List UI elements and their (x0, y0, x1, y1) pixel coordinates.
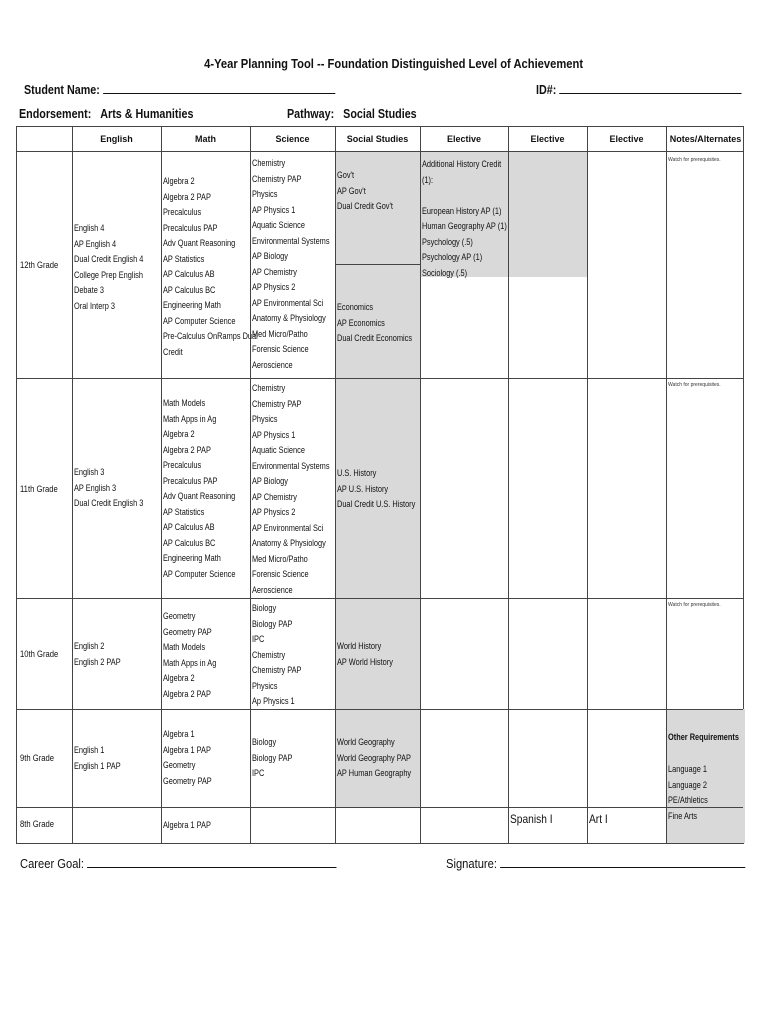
id-label: ID#: (536, 83, 557, 97)
course-item: AP Environmental Sci (252, 297, 324, 308)
grade-8-elective-3: Art I (589, 812, 608, 826)
course-item: Forensic Science (252, 569, 309, 579)
career-goal-line (87, 856, 336, 868)
signature-line (500, 856, 745, 868)
grade-10-label: 10th Grade (20, 649, 59, 659)
course-item: Biology PAP (252, 752, 293, 763)
course-item: Pre-Calculus OnRamps Dual (163, 331, 258, 341)
course-item: Sociology (.5) (422, 267, 468, 278)
course-item: World Geography (337, 737, 395, 747)
id-line (559, 82, 741, 94)
course-item: Chemistry PAP (252, 665, 302, 675)
course-item: English 3 (74, 467, 105, 477)
student-name-label: Student Name: (24, 83, 100, 97)
course-item: AP Calculus AB (163, 522, 215, 532)
course-item: Oral Interp 3 (74, 300, 116, 311)
course-item: Adv Quant Reasoning (163, 238, 236, 248)
course-item: Chemistry PAP (252, 398, 302, 409)
course-item: World Geography PAP (337, 752, 411, 763)
course-item: Math Models (163, 642, 206, 652)
id-field[interactable] (536, 82, 742, 97)
grade-11-label: 11th Grade (20, 484, 58, 494)
course-item: Algebra 1 PAP (163, 744, 211, 755)
course-item: Chemistry (252, 649, 286, 660)
grade-12-social-gov (337, 168, 405, 215)
course-item: Dual Credit Gov't (337, 201, 393, 211)
endorsement-value: Arts & Humanities (100, 107, 194, 121)
course-item: Dual Credit English 4 (74, 254, 144, 264)
course-item: U.S. History (337, 468, 377, 478)
course-item: AP Human Geography (337, 768, 412, 778)
grade-9-label: 9th Grade (20, 753, 55, 763)
course-item: Dual Credit Economics (337, 333, 413, 343)
course-item: AP Biology (252, 476, 288, 486)
grade-11-notes: Watch for prerequisites. (668, 382, 721, 388)
course-item: AP Calculus BC (163, 284, 216, 295)
course-item: Aquatic Science (252, 445, 305, 455)
grade-10-notes: Watch for prerequisites. (668, 602, 721, 608)
grade-10-social (337, 639, 405, 670)
course-item: Fine Arts (668, 810, 698, 821)
signature-field[interactable] (446, 856, 745, 871)
career-goal-field[interactable] (20, 856, 337, 871)
course-item: Algebra 2 (163, 429, 195, 439)
col-header-math: Math (195, 134, 216, 144)
course-item: Environmental Systems (252, 460, 330, 471)
course-item: (1): (422, 174, 434, 185)
grade-8-label: 8th Grade (20, 819, 55, 829)
course-item: Aeroscience (252, 359, 293, 370)
course-item: Credit (163, 346, 183, 357)
course-item: Algebra 2 (163, 673, 195, 683)
course-item: AP Computer Science (163, 315, 236, 326)
course-item: Biology (252, 603, 277, 613)
course-item: Aquatic Science (252, 220, 305, 230)
course-item: Precalculus PAP (163, 222, 218, 233)
course-item: AP Environmental Sci (252, 522, 324, 533)
course-item: AP Chemistry (252, 266, 297, 277)
course-item: Language 2 (668, 779, 708, 790)
course-item: Med Micro/Patho (252, 553, 308, 564)
course-item: Forensic Science (252, 344, 309, 354)
course-item: AP Physics 2 (252, 282, 296, 292)
course-item: Chemistry (252, 158, 286, 168)
course-item: Physics (252, 414, 278, 424)
course-item: AP Statistics (163, 253, 205, 264)
course-item: Economics (337, 302, 374, 312)
grade-11-science (252, 381, 347, 598)
course-item: AP English 3 (74, 482, 117, 493)
grade-12-science (252, 156, 347, 373)
course-item: IPC (252, 634, 265, 644)
pathway-value: Social Studies (343, 107, 417, 121)
course-item: English 1 PAP (74, 760, 121, 771)
course-item: AP World History (337, 656, 393, 667)
grade-12-english (74, 221, 159, 314)
col-header-elective-3: Elective (609, 134, 644, 144)
course-item: Geometry PAP (163, 626, 212, 637)
course-item: Algebra 2 PAP (163, 191, 211, 202)
endorsement (19, 107, 193, 121)
course-item: Biology (252, 737, 277, 747)
student-name-field[interactable] (24, 82, 335, 97)
grade-9-social (337, 735, 427, 782)
page-title: 4-Year Planning Tool -- Foundation Distinguished Level of Achievement (204, 56, 584, 71)
course-item: PE/Athletics (668, 795, 708, 805)
course-item: Geometry (163, 760, 196, 770)
grade-11-math (163, 396, 251, 582)
course-item: English 2 (74, 641, 105, 651)
col-header-elective-2: Elective (530, 134, 565, 144)
course-item: Chemistry PAP (252, 173, 302, 184)
course-item: World History (337, 641, 382, 651)
course-item: IPC (252, 768, 265, 778)
course-item: Physics (252, 189, 278, 199)
course-item: Psychology AP (1) (422, 252, 483, 262)
col-header-social-studies: Social Studies (346, 134, 409, 144)
course-item: Additional History Credit (422, 159, 502, 169)
course-item: AP Economics (337, 317, 385, 328)
course-item: Engineering Math (163, 553, 221, 563)
grade-11-english (74, 465, 159, 512)
course-item: Debate 3 (74, 285, 104, 295)
course-item: Geometry (163, 611, 196, 621)
course-item: Precalculus (163, 460, 202, 470)
grade-12-label: 12th Grade (20, 260, 59, 270)
grade-8-math (163, 818, 221, 834)
course-item: AP Biology (252, 251, 288, 261)
course-item: Chemistry (252, 383, 286, 393)
course-item: Adv Quant Reasoning (163, 491, 236, 501)
grade-11-social (337, 466, 433, 513)
course-item: English 4 (74, 223, 105, 233)
other-requirements-title: Other Requirements (668, 732, 739, 742)
pathway-label: Pathway: (287, 107, 335, 121)
col-header-elective-1: Elective (446, 134, 482, 144)
course-item: AP Computer Science (163, 568, 236, 579)
course-item: Precalculus PAP (163, 475, 218, 486)
course-item: AP Physics 1 (252, 429, 296, 440)
course-item: Dual Credit U.S. History (337, 499, 416, 509)
course-item: AP Physics 1 (252, 204, 296, 215)
course-item: Med Micro/Patho (252, 328, 308, 339)
course-item: Physics (252, 680, 278, 691)
course-item: Ap Physics 1 (252, 696, 295, 706)
course-item: Algebra 2 PAP (163, 444, 211, 455)
course-item: Math Apps in Ag (163, 413, 217, 424)
course-item: College Prep English (74, 269, 143, 280)
course-item: Language 1 (668, 764, 708, 774)
course-item: AP Chemistry (252, 491, 297, 502)
signature-label: Signature: (446, 856, 497, 871)
course-item: Engineering Math (163, 300, 221, 310)
course-item: Psychology (.5) (422, 236, 473, 247)
course-item: European History AP (1) (422, 205, 502, 216)
pathway (287, 107, 417, 121)
course-item: AP Physics 2 (252, 507, 296, 517)
grade-10-english (74, 639, 131, 670)
career-goal-label: Career Goal: (20, 856, 85, 871)
course-item: AP English 4 (74, 238, 117, 249)
course-item: Dual Credit English 3 (74, 498, 144, 508)
col-header-science: Science (275, 134, 310, 144)
course-item: AP Calculus BC (163, 537, 216, 548)
other-requirements-list (668, 762, 717, 824)
grade-12-elective-history (422, 157, 525, 281)
course-item: Precalculus (163, 207, 202, 217)
course-item: Algebra 2 (163, 176, 195, 186)
course-item: AP Gov't (337, 185, 366, 196)
course-item: Algebra 2 PAP (163, 688, 211, 699)
col-header-notes: Notes/Alternates (669, 134, 742, 144)
course-item: Aeroscience (252, 584, 293, 595)
course-item: AP Statistics (163, 506, 205, 517)
grade-12-notes: Watch for prerequisites. (668, 157, 721, 163)
course-item: English 2 PAP (74, 656, 121, 667)
course-item: Algebra 1 PAP (163, 820, 211, 830)
course-item: Anatomy & Physiology (252, 538, 326, 548)
course-item: Anatomy & Physiology (252, 313, 326, 323)
planning-table (16, 126, 744, 844)
course-item: AP U.S. History (337, 483, 389, 494)
course-item: Geometry PAP (163, 775, 212, 786)
course-item: Algebra 1 (163, 729, 195, 739)
grade-9-math (163, 727, 222, 789)
grade-12-social-econ (337, 300, 429, 347)
course-item: Gov't (337, 170, 355, 180)
grade-9-english (74, 743, 131, 774)
grade-8-elective-2: Spanish I (510, 812, 553, 826)
course-item: Biology PAP (252, 618, 293, 629)
student-name-line (103, 82, 335, 94)
course-item: AP Calculus AB (163, 269, 215, 279)
course-item: Math Models (163, 398, 206, 408)
course-item: English 1 (74, 745, 105, 755)
course-item: Environmental Systems (252, 235, 330, 246)
endorsement-label: Endorsement: (19, 107, 92, 121)
grade-10-math (163, 609, 228, 702)
col-header-english: English (100, 134, 133, 144)
grade-9-science (252, 735, 301, 782)
course-item (422, 188, 507, 204)
grade-10-science (252, 601, 312, 710)
course-item: Human Geography AP (1) (422, 221, 507, 231)
course-item: Math Apps in Ag (163, 657, 217, 668)
